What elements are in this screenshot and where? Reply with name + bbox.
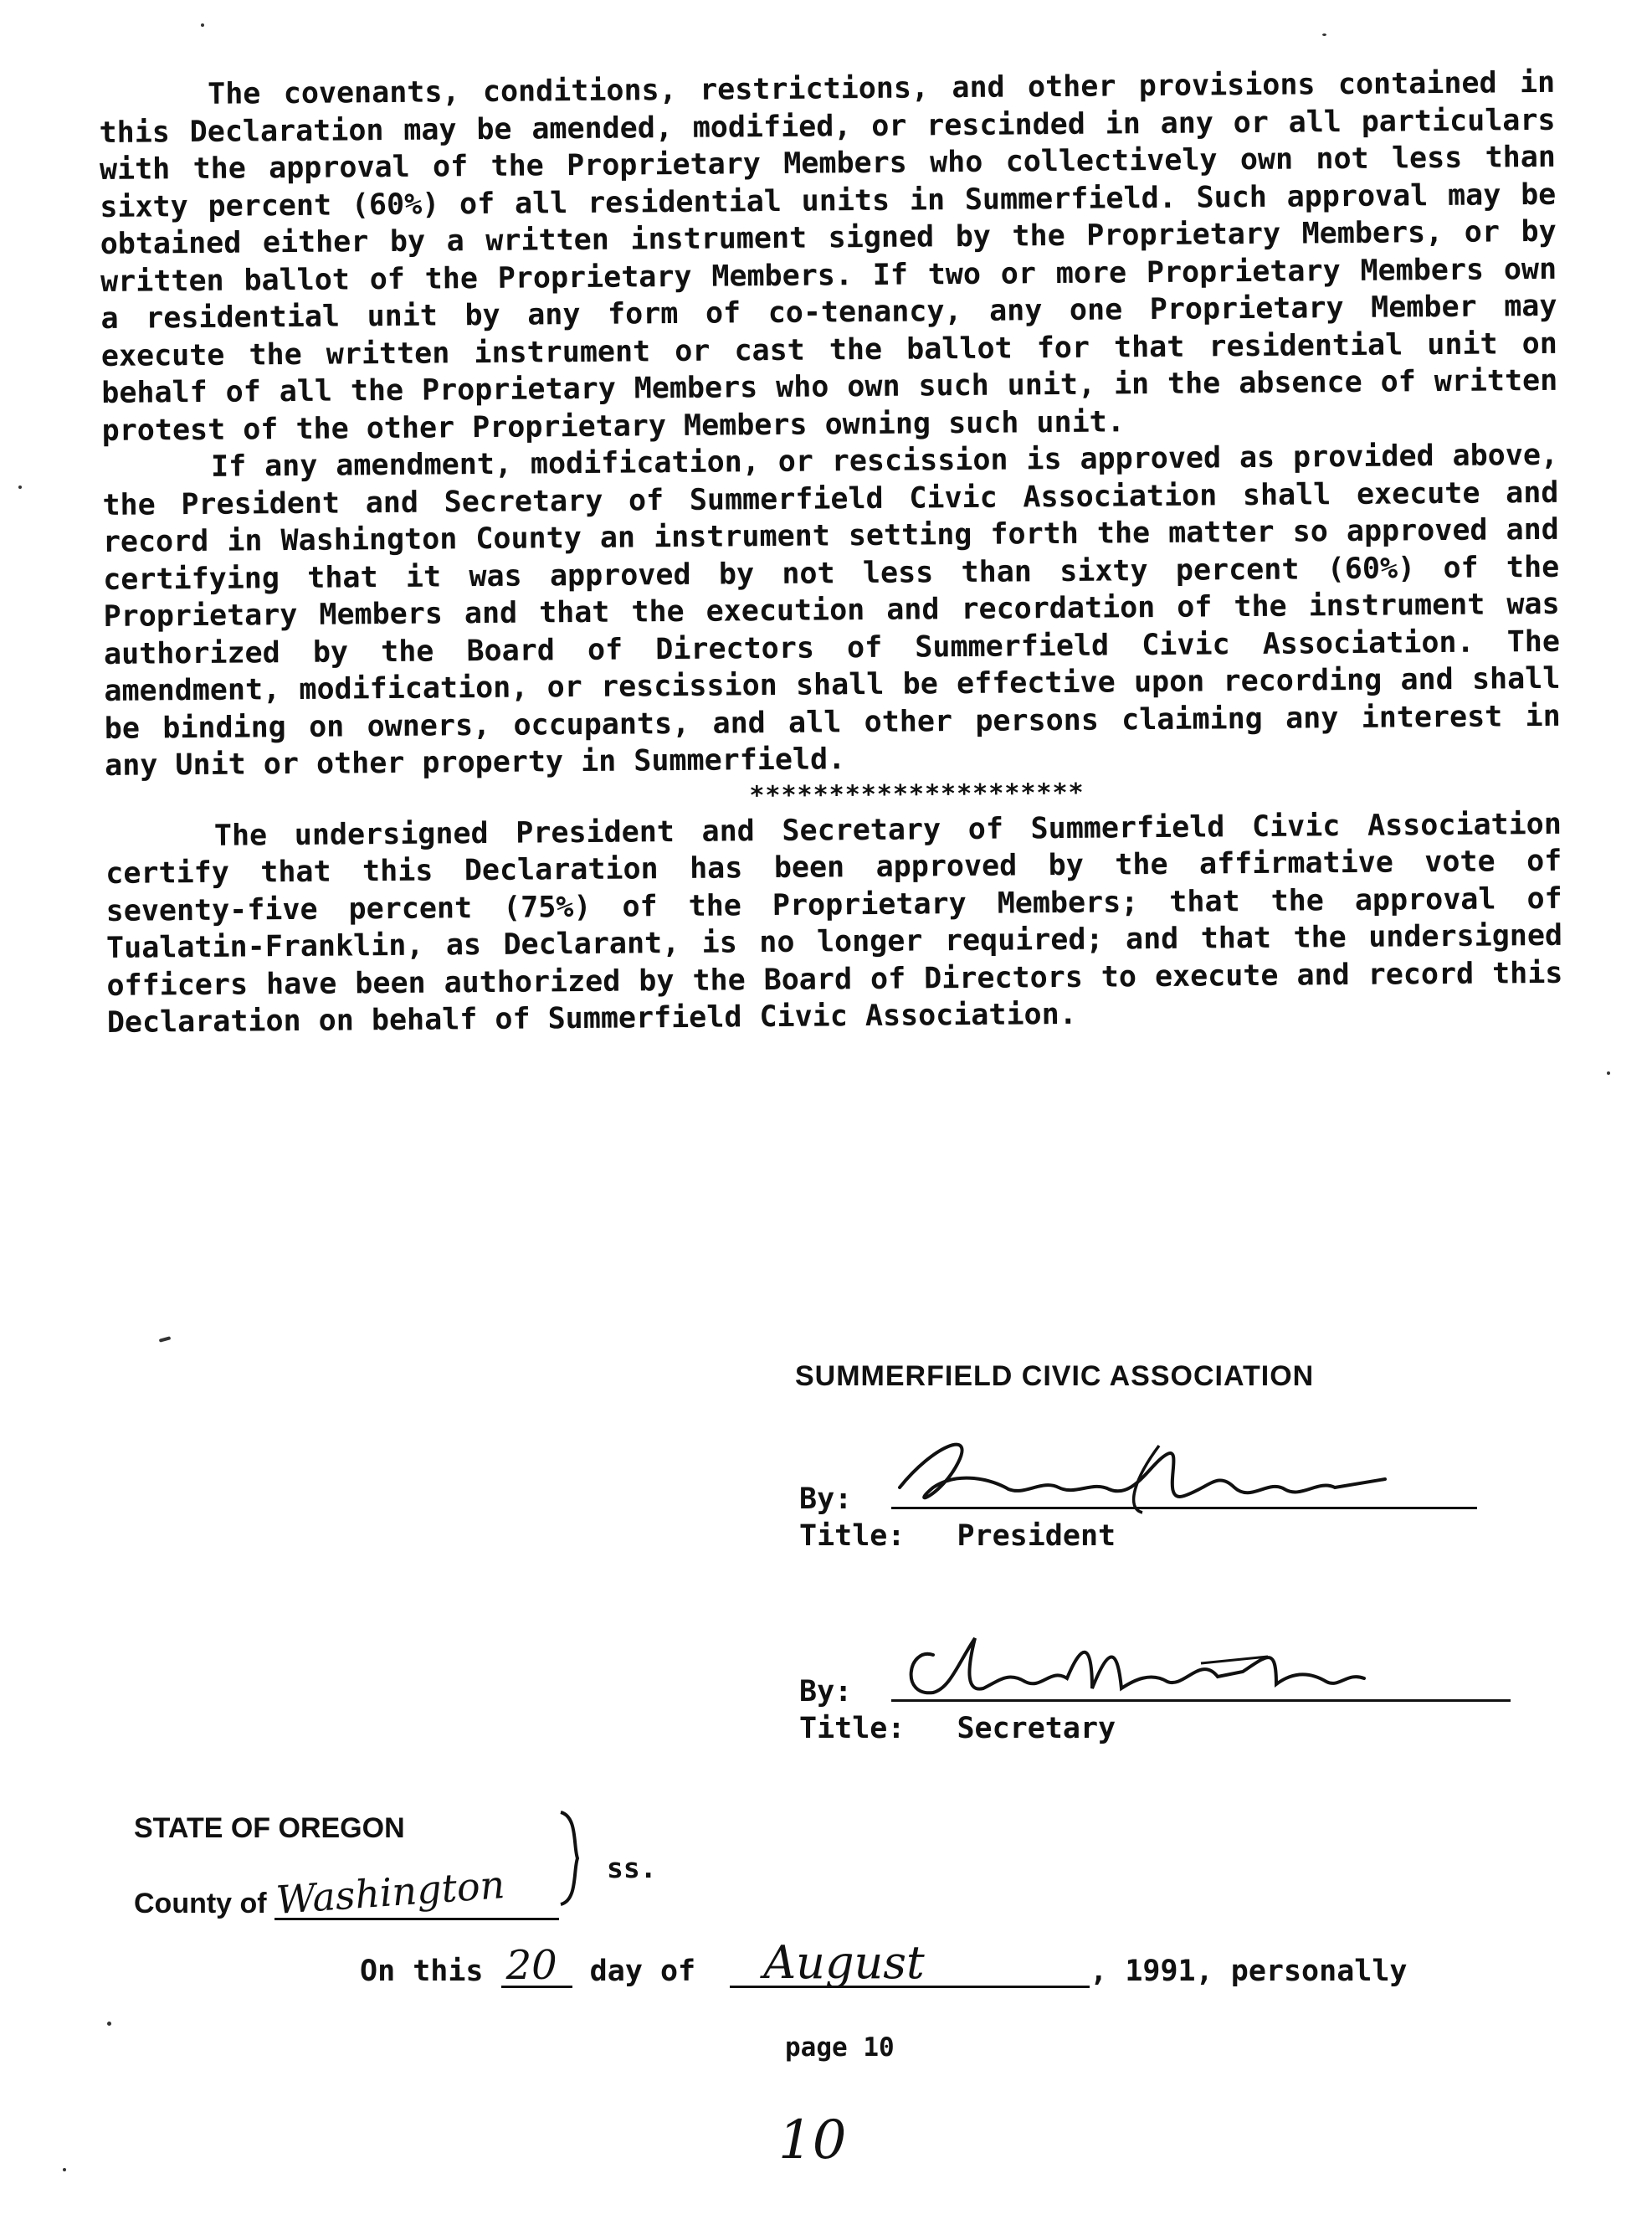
scan-speck [201,23,204,27]
scan-speck [159,1336,172,1342]
month-field [730,1936,1090,1989]
title-line [799,1712,1511,1745]
scan-speck [18,486,22,489]
handwritten-page-number-text: 10 [778,2109,847,2171]
organization-name: SUMMERFIELD CIVIC ASSOCIATION [795,1360,1315,1392]
secretary-signature-block [799,1662,1511,1745]
title-value: President [957,1519,1116,1553]
scan-speck [1607,1071,1610,1075]
state-label: STATE OF OREGON [134,1812,405,1844]
brace-icon [557,1808,590,1909]
month-handwritten: August [763,1936,925,1989]
day-of-label: day of [589,1955,696,1988]
day-handwritten: 20 [505,1942,557,1989]
on-this-label: On this [360,1955,484,1988]
president-signature-icon [883,1429,1419,1521]
signature-line [799,1662,1511,1708]
county-handwritten: Washington [274,1862,506,1923]
day-field [501,1942,572,1989]
signature-line [799,1469,1511,1516]
county-field [274,1862,559,1923]
county-label: County of [134,1888,267,1919]
handwritten-page-number [778,2109,846,2171]
asterisk-separator: ********************* [749,778,1085,810]
date-line [360,1936,1408,1989]
recording-paragraph: If any amendment, modification, or rescission is approved as provided above, the President and Secretary of Summerfield Civic Association shall execute and record in Washington County an instrument setting forth the matter so approved and certifying that it was approved by not less than sixty percent (60%) of the Proprietary Members and that the execution and recordation of the instrument was authorized by the Board of Directors of Summerfield Civic Association. The amendment, modification, or rescission shall be effective upon recording and shall be binding on owners, occupants, and all other persons claiming any interest in any Unit or other property in Summerfield. [102,438,1561,783]
title-line [799,1519,1511,1553]
page-label: page 10 [785,2032,895,2063]
county-line [134,1862,559,1923]
ss-label: ss. [607,1852,657,1884]
certification-paragraph: The undersigned President and Secretary of Summerfield Civic Association certify that this Declaration has been approved by the affirmative vote of seventy-five percent (75%) of the Proprietary Members; that the approval of Tualatin-Franklin, as Declarant, is no longer required; and that the undersigned officers have been authorized by the Board of Directors to execute and record this Declaration on behalf of Summerfield Civic Association. [105,807,1563,1040]
amendment-paragraph: The covenants, conditions, restrictions, and other provisions contained in this Declaration may be amended, modified, or rescinded in any or all particulars with the approval of the Proprietary Members who collectively own not less than sixty percent (60%) of all residential units in Summerfield. Such approval may be obtained either by a written instrument signed by the Proprietary Members, or by written ballot of the Proprietary Members. If two or more Proprietary Members own a residential unit by any form of co-tenancy, any one Proprietary Member may execute the written instrument or cast the ballot for that residential unit on behalf of all the Proprietary Members who own such unit, in the absence of written protest of the other Proprietary Members owning such unit. [99,65,1558,448]
president-signature-block [799,1469,1511,1553]
secretary-signature-icon [883,1621,1419,1714]
title-label: Title: [799,1519,906,1553]
by-label: By: [799,1482,853,1516]
declaration-body [99,64,1563,1042]
year-text: , 1991, personally [1090,1955,1408,1988]
title-label: Title: [799,1712,906,1745]
scan-speck [63,2168,66,2171]
scan-speck [107,2022,111,2026]
by-label: By: [799,1675,853,1708]
title-value: Secretary [957,1712,1116,1745]
scan-speck [1322,33,1326,36]
